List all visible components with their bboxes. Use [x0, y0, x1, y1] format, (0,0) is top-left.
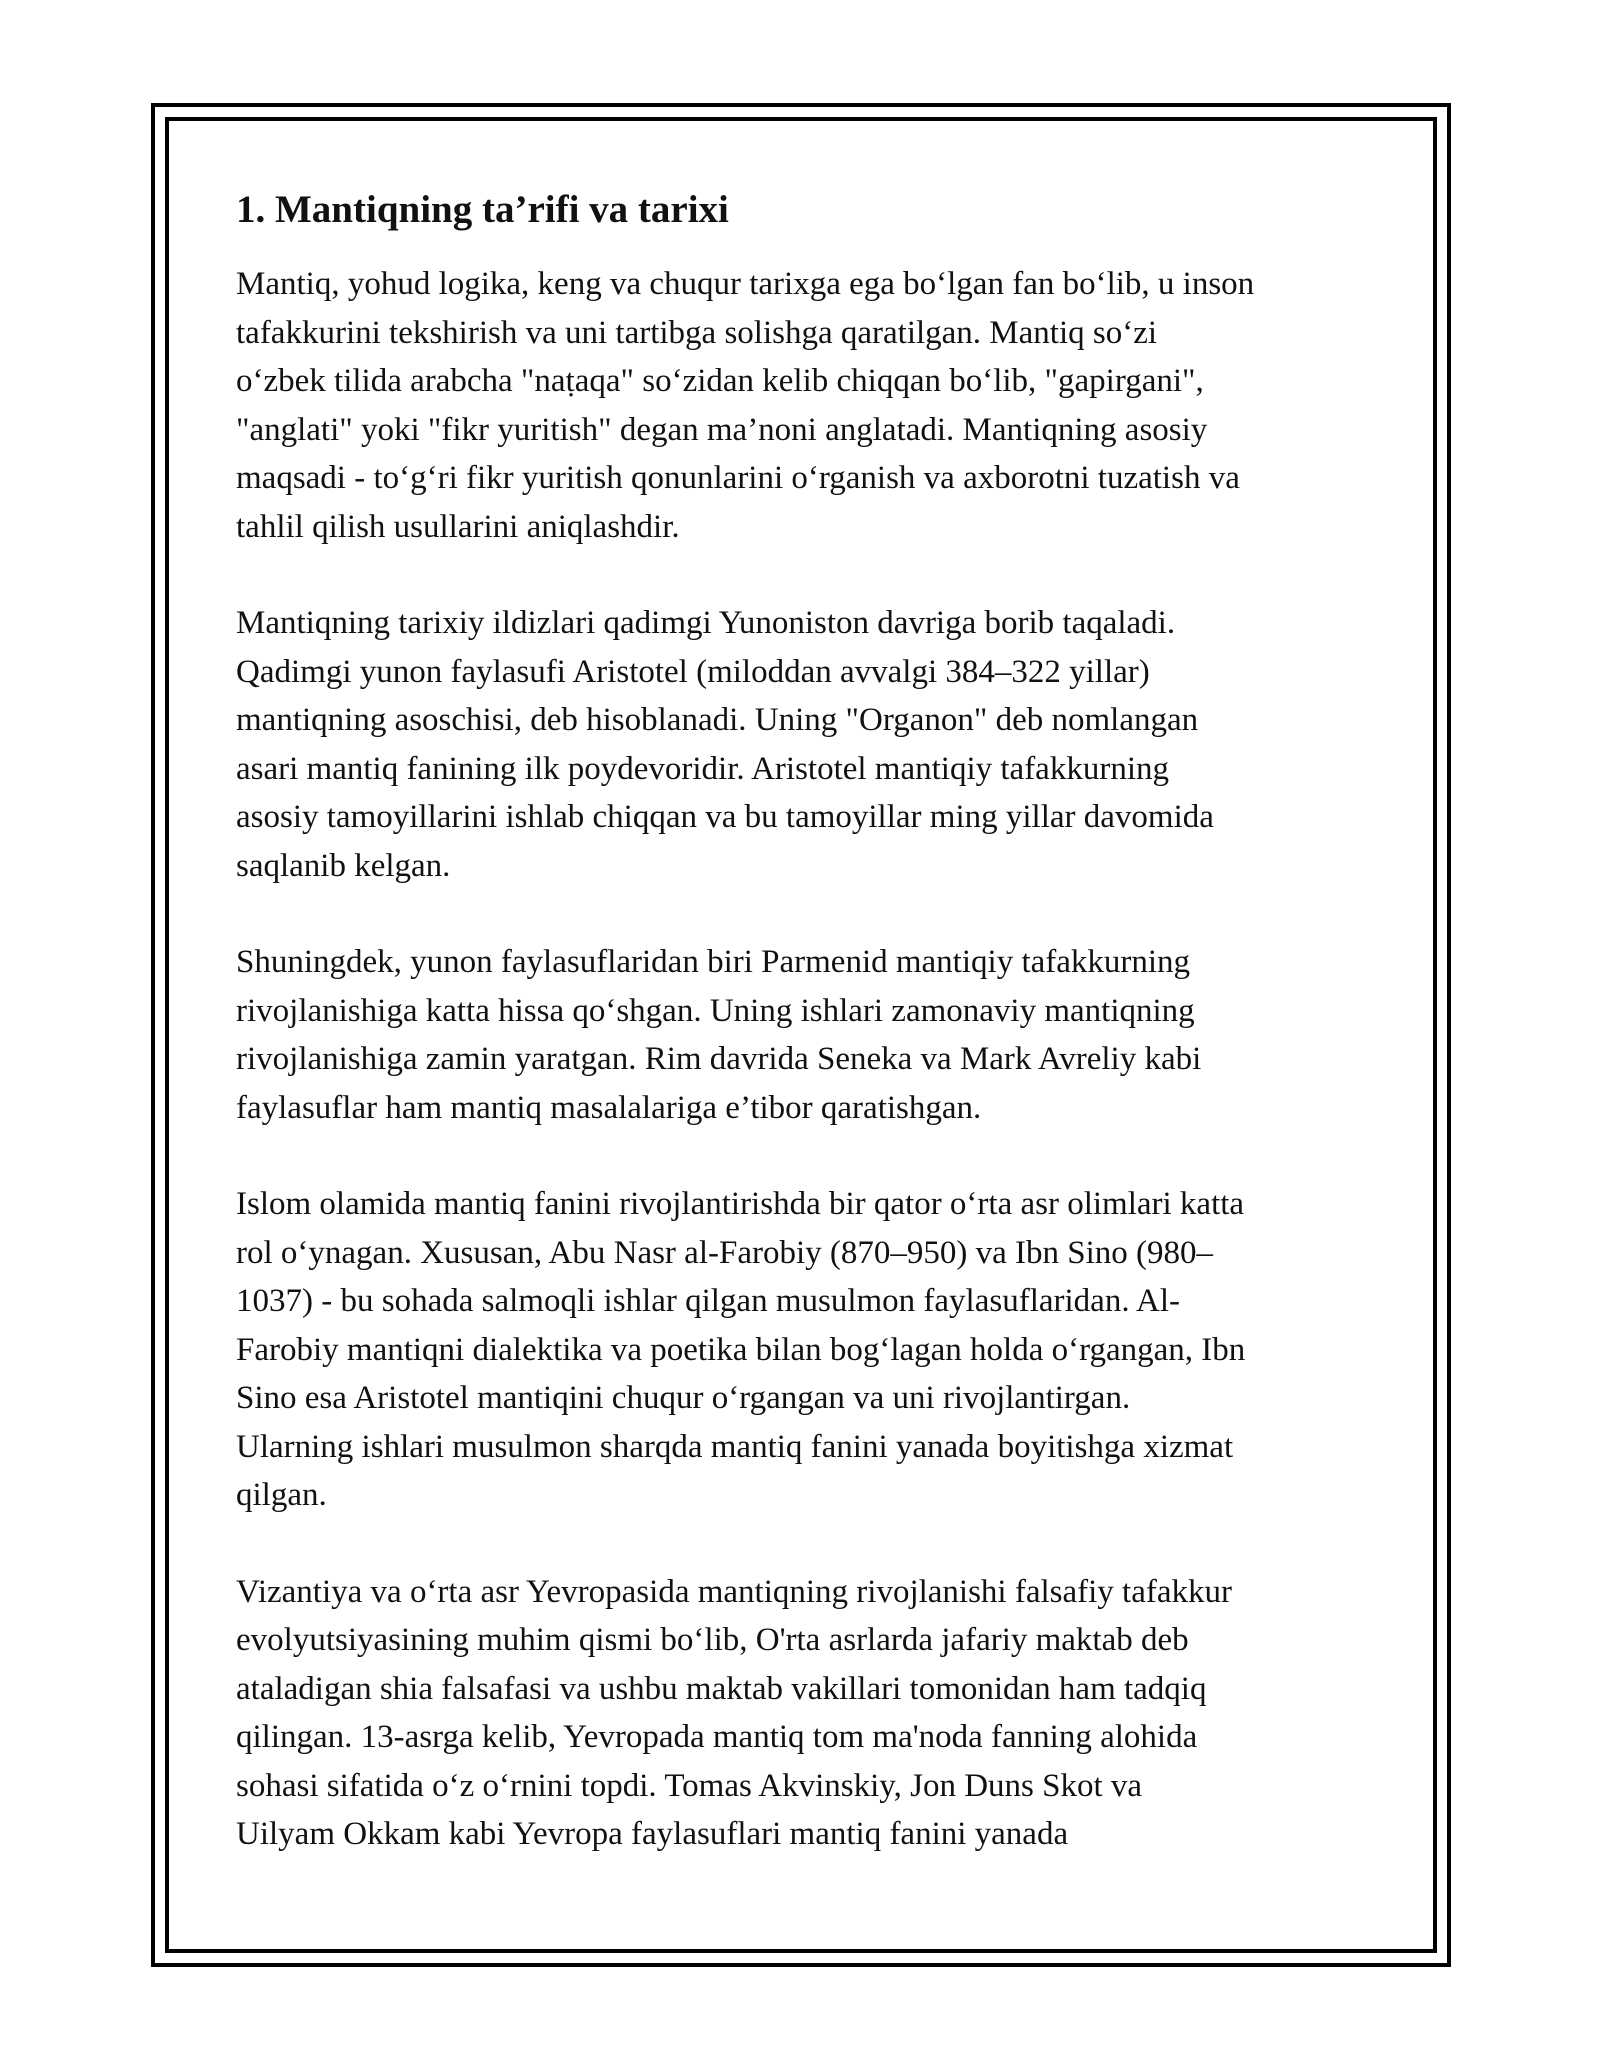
- text-line: Sino esa Aristotel mantiqini chuqur o‘rgangan va uni rivojlantirgan.: [236, 1380, 1131, 1416]
- text-line: rol o‘ynagan. Xususan, Abu Nasr al-Farobiy (870–950) va Ibn Sino (980–: [236, 1234, 1214, 1271]
- paragraph-definition: [236, 260, 1376, 551]
- text-line: evolyutsiyasining muhim qismi bo‘lib, O'rta asrlarda jafariy maktab deb: [236, 1622, 1189, 1658]
- text-line: asari mantiq fanining ilk poydevoridir. Aristotel mantiqiy tafakkurning: [236, 750, 1169, 787]
- text-line: qilingan. 13-asrga kelib, Yevropada mantiq tom ma'noda fanning alohida: [236, 1719, 1198, 1755]
- text-line: faylasuflar ham mantiq masalalariga e’tibor qaratishgan.: [236, 1089, 982, 1126]
- text-line: qilgan.: [236, 1477, 327, 1513]
- text-line: Mantiqning tarixiy ildizlari qadimgi Yunoniston davriga borib taqaladi.: [236, 605, 1176, 641]
- text-line: Vizantiya va o‘rta asr Yevropasida mantiqning rivojlanishi falsafiy tafakkur: [236, 1573, 1232, 1610]
- text-line: o‘zbek tilida arabcha "naṭaqa" so‘zidan kelib chiqqan bo‘lib, "gapirgani",: [236, 363, 1204, 399]
- text-line: rivojlanishiga katta hissa qo‘shgan. Uning ishlari zamonaviy mantiqning: [236, 992, 1195, 1029]
- text-line: "anglati" yoki "fikr yuritish" degan ma’noni anglatadi. Mantiqning asosiy: [236, 411, 1208, 448]
- text-line: saqlanib kelgan.: [236, 847, 451, 884]
- paragraph-medieval-europe: [236, 1568, 1376, 1859]
- text-line: Islom olamida mantiq fanini rivojlantirishda bir qator o‘rta asr olimlari katta: [236, 1186, 1245, 1222]
- text-line: Ularning ishlari musulmon sharqda mantiq fanini yanada boyitishga xizmat: [236, 1428, 1234, 1465]
- paragraph-greek-roots: [236, 599, 1376, 890]
- text-line: tafakkurini tekshirish va uni tartibga solishga qaratilgan. Mantiq so‘zi: [236, 314, 1158, 351]
- text-line: mantiqning asoschisi, deb hisoblanadi. Uning "Organon" deb nomlangan: [236, 702, 1199, 738]
- text-line: Shuningdek, yunon faylasuflaridan biri Parmenid mantiqiy tafakkurning: [236, 944, 1191, 980]
- text-line: Farobiy mantiqni dialektika va poetika bilan bog‘lagan holda o‘rgangan, Ibn: [236, 1331, 1246, 1368]
- text-line: rivojlanishiga zamin yaratgan. Rim davrida Seneka va Mark Avreliy kabi: [236, 1041, 1202, 1077]
- text-line: sohasi sifatida o‘z o‘rnini topdi. Tomas Akvinskiy, Jon Duns Skot va: [236, 1767, 1143, 1804]
- text-line: asosiy tamoyillarini ishlab chiqqan va bu tamoyillar ming yillar davomida: [236, 799, 1214, 835]
- text-line: ataladigan shia falsafasi va ushbu maktab vakillari tomonidan ham tadqiq: [236, 1670, 1207, 1707]
- section-heading: 1. Mantiqning ta’rifi va tarixi: [236, 188, 729, 231]
- text-line: tahlil qilish usullarini aniqlashdir.: [236, 508, 680, 545]
- text-line: Uilyam Okkam kabi Yevropa faylasuflari mantiq fanini yanada: [236, 1816, 1069, 1852]
- text-line: Mantiq, yohud logika, keng va chuqur tarixga ega bo‘lgan fan bo‘lib, u inson: [236, 266, 1255, 302]
- text-line: Qadimgi yunon faylasufi Aristotel (miloddan avvalgi 384–322 yillar): [236, 653, 1150, 690]
- paragraph-parmenides-rome: [236, 938, 1376, 1132]
- text-line: 1037) - bu sohada salmoqli ishlar qilgan musulmon faylasuflaridan. Al-: [236, 1283, 1180, 1319]
- document-body: [236, 186, 1376, 1907]
- paragraph-islamic-world: [236, 1180, 1376, 1520]
- text-line: maqsadi - to‘g‘ri fikr yuritish qonunlarini o‘rganish va axborotni tuzatish va: [236, 460, 1240, 496]
